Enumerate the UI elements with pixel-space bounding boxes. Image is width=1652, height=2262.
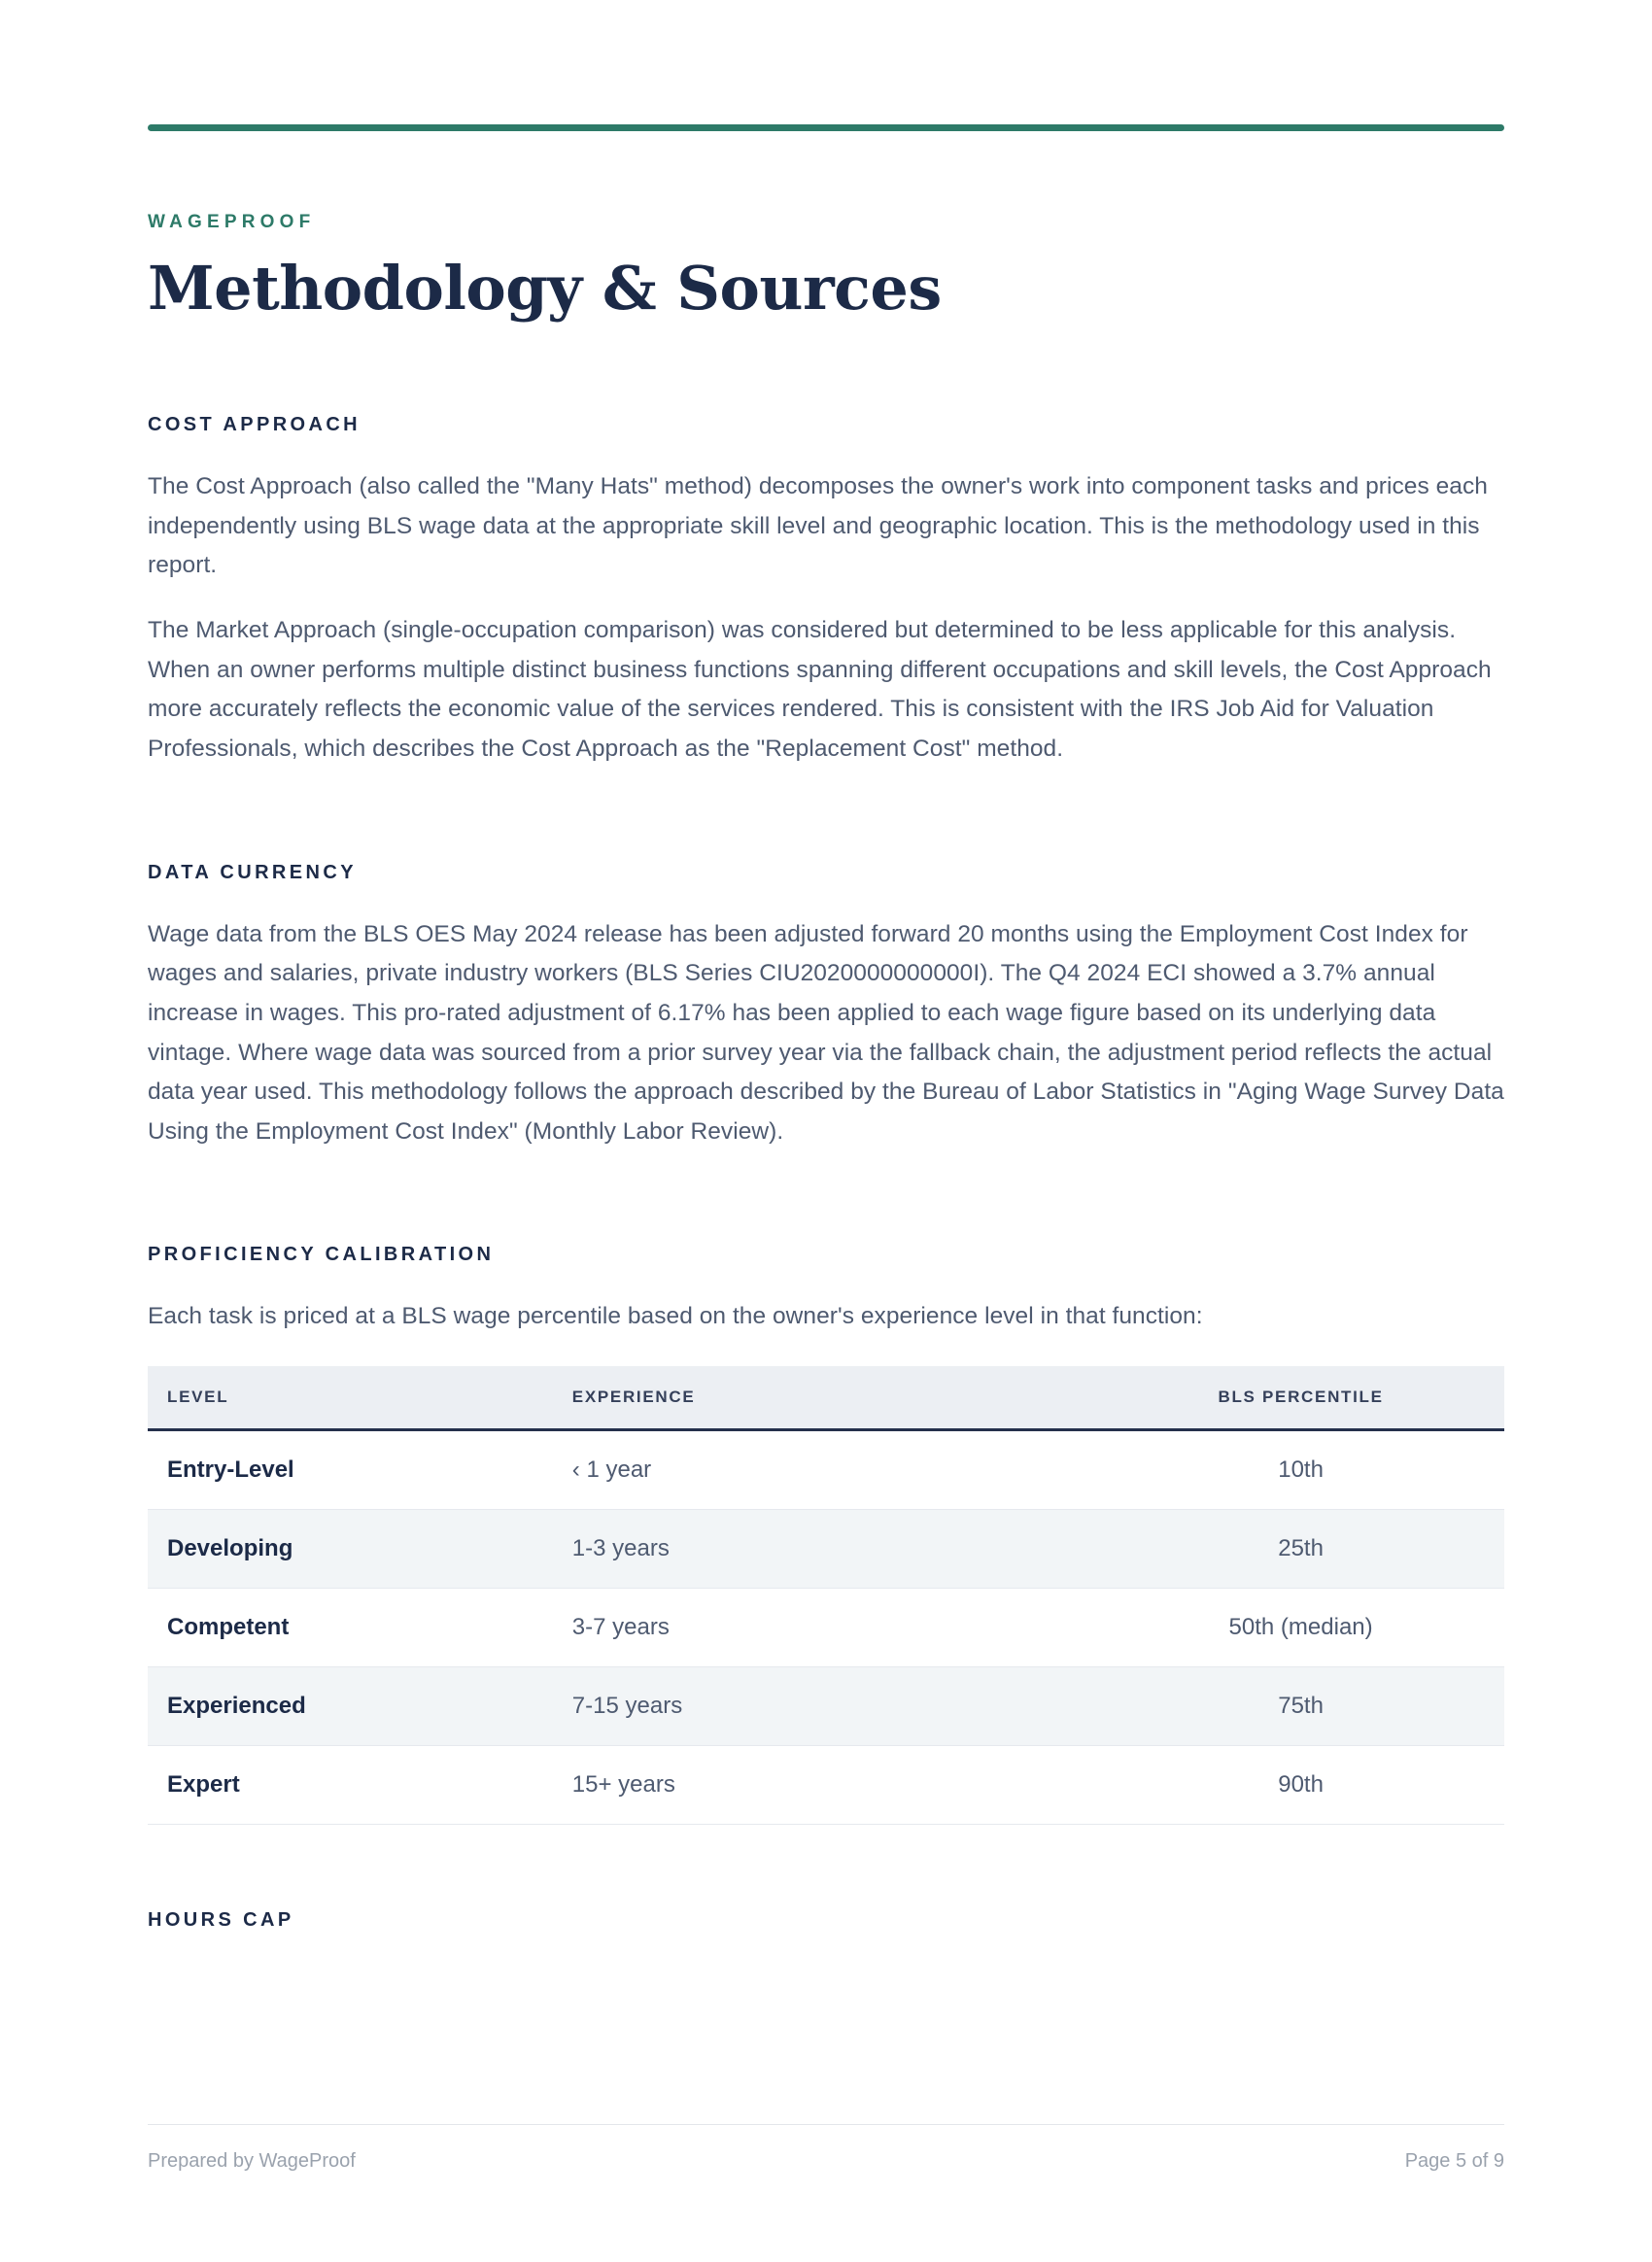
table-body <box>148 1430 1504 1825</box>
cell-percentile: 10th <box>1097 1430 1504 1510</box>
data-currency-paragraph-1: Wage data from the BLS OES May 2024 release has been adjusted forward 20 months using the Employment Cost Index for wages and salaries, private industry workers (BLS Series CIU2020000000000I). The Q4 2024 ECI showed a 3.7% annual increase in wages. This pro-rated adjustment of 6.17% has been applied to each wage figure based on its underlying data vintage. Where wage data was sourced from a prior survey year via the fallback chain, the adjustment period reflects the actual data year used. This methodology follows the approach described by the Bureau of Labor Statistics in "Aging Wage Survey Data Using the Employment Cost Index" (Monthly Labor Review). <box>148 920 1504 1145</box>
table-row <box>148 1589 1504 1667</box>
column-header-bls-percentile: BLS PERCENTILE <box>1097 1366 1504 1430</box>
section-heading-proficiency-calibration: PROFICIENCY CALIBRATION <box>148 1244 495 1266</box>
masthead <box>148 213 1504 322</box>
cost-approach-paragraph-1: The Cost Approach (also called the "Many Hats" method) decomposes the owner's work into component tasks and prices each independently using BLS wage data at the appropriate skill level and geographic location. This is the methodology used in this report. <box>148 472 1488 579</box>
brand-eyebrow: WAGEPROOF <box>148 212 316 232</box>
page-title: Methodology & Sources <box>148 253 942 324</box>
cell-experience: 15+ years <box>555 1746 1097 1825</box>
column-header-level: LEVEL <box>148 1366 555 1430</box>
section-hours-cap <box>148 1910 1504 1930</box>
table-row <box>148 1510 1504 1589</box>
footer-row <box>148 2150 1504 2173</box>
top-accent-rule <box>148 124 1504 131</box>
column-header-experience: EXPERIENCE <box>555 1366 1097 1430</box>
cell-level: Entry-Level <box>148 1430 555 1510</box>
cell-percentile: 50th (median) <box>1097 1589 1504 1667</box>
footer-prepared-by: Prepared by WageProof <box>148 2150 356 2172</box>
cell-level: Expert <box>148 1746 555 1825</box>
cell-percentile: 90th <box>1097 1746 1504 1825</box>
table-header <box>148 1366 1504 1430</box>
cell-experience: 7-15 years <box>555 1667 1097 1746</box>
footer-divider <box>148 2124 1504 2125</box>
cell-experience: 1-3 years <box>555 1510 1097 1589</box>
section-heading-data-currency: DATA CURRENCY <box>148 861 357 883</box>
proficiency-calibration-table <box>148 1366 1504 1825</box>
cost-approach-paragraph-2: The Market Approach (single-occupation comparison) was considered but determined to be less applicable for this analysis. When an owner performs multiple distinct business functions spanning different occupations and skill levels, the Cost Approach more accurately reflects the economic value of the services rendered. This is consistent with the IRS Job Aid for Valuation Professionals, which describes the Cost Approach as the "Replacement Cost" method. <box>148 616 1492 762</box>
section-proficiency-calibration <box>148 1245 1504 1825</box>
section-heading-hours-cap: HOURS CAP <box>148 1909 294 1932</box>
cell-experience: 3-7 years <box>555 1589 1097 1667</box>
page-footer <box>148 2124 1504 2173</box>
section-data-currency <box>148 863 1504 1152</box>
document-page <box>0 124 1652 2262</box>
cell-experience: ‹ 1 year <box>555 1430 1097 1510</box>
cell-level: Experienced <box>148 1667 555 1746</box>
table-row <box>148 1430 1504 1510</box>
table-row <box>148 1746 1504 1825</box>
table-header-row <box>148 1366 1504 1430</box>
section-heading-cost-approach: COST APPROACH <box>148 413 361 435</box>
cell-percentile: 75th <box>1097 1667 1504 1746</box>
cell-level: Competent <box>148 1589 555 1667</box>
cell-level: Developing <box>148 1510 555 1589</box>
section-cost-approach <box>148 415 1504 770</box>
cell-percentile: 25th <box>1097 1510 1504 1589</box>
table-row <box>148 1667 1504 1746</box>
proficiency-intro-text: Each task is priced at a BLS wage percentile based on the owner's experience level in that function: <box>148 1303 1203 1330</box>
footer-page-number: Page 5 of 9 <box>1404 2150 1504 2172</box>
